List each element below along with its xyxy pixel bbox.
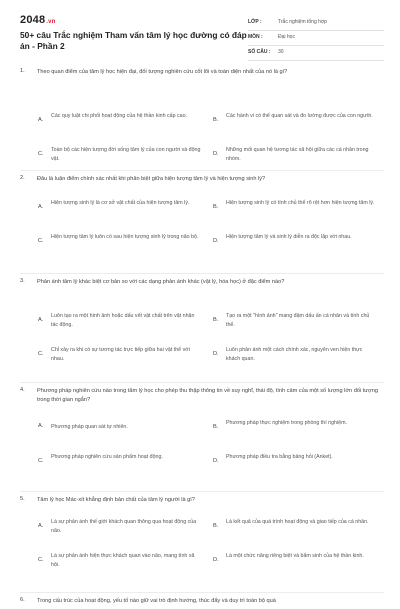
page-header [20, 14, 384, 60]
option-text: Các quy luật chi phối hoạt động của hệ thần kinh cấp cao. [51, 113, 188, 119]
question-text: Đâu là luận điểm chính xác nhất khi phân biệt giữa hiện tượng tâm lý và hiện tượng sinh lý? [37, 176, 266, 182]
question-text: Phương pháp nghiên cứu nào trong tâm lý học cho phép thu thập thông tin về suy nghĩ, thái độ, tình cảm của một số lượng lớn đối tượng trong thời gian ngắn? [37, 388, 378, 403]
option-text: Các hành vi có thể quan sát và đo lường được của con người. [226, 113, 373, 119]
option-letter: C. [38, 351, 44, 357]
option-letter: C. [38, 151, 44, 157]
option-letter: C. [38, 238, 44, 244]
question-number: 4. [20, 387, 25, 393]
question-list [20, 68, 384, 609]
meta-row-count [248, 46, 384, 61]
option-text: Toàn bộ các hiện tượng đời sống tâm lý của con người và động vật. [51, 147, 201, 162]
divider [20, 491, 384, 492]
option-letter: B. [213, 204, 219, 210]
exam-meta-table [248, 16, 384, 61]
option-text: Phương pháp thực nghiệm trong phòng thí nghiệm. [226, 420, 347, 426]
meta-label: SỐ CÂU : [248, 49, 271, 55]
option-text: Hiện tượng tâm lý luôn có sau hiện tượng sinh lý trong não bộ. [51, 234, 199, 240]
question-header [20, 387, 384, 415]
meta-value: 30 [278, 49, 284, 55]
option-letter: C. [38, 458, 44, 464]
option-letter: B. [213, 523, 219, 529]
question-item [20, 68, 384, 170]
option-letter: B. [213, 424, 219, 430]
option-text: Tạo ra một "hình ảnh" mang đậm dấu ấn cá nhân và tính chủ thể. [226, 313, 370, 328]
option-letter: C. [38, 557, 44, 563]
question-number: 6. [20, 597, 25, 603]
question-item [20, 175, 384, 273]
option-text: Những mối quan hệ tương tác xã hội giữa các cá nhân trong nhóm. [226, 147, 369, 162]
question-header [20, 175, 384, 189]
option-letter: D. [213, 151, 219, 157]
option-letter: A. [38, 317, 44, 323]
option-letter: A. [38, 423, 44, 429]
meta-row-subject [248, 31, 384, 46]
question-item [20, 278, 384, 382]
option-letter: B. [213, 317, 219, 323]
meta-row-class [248, 16, 384, 31]
option-text: Hiện tượng tâm lý và sinh lý diễn ra độc lập với nhau. [226, 234, 352, 240]
meta-value: Trắc nghiệm tổng hợp [278, 19, 327, 25]
option-text: Phương pháp nghiên cứu sản phẩm hoạt động. [51, 454, 163, 460]
divider [20, 170, 384, 171]
divider [20, 382, 384, 383]
option-letter: D. [213, 458, 219, 464]
meta-value: Đại học [278, 34, 295, 40]
question-number: 2. [20, 175, 25, 181]
question-text: Tâm lý học Mác-xít khẳng định bản chất của tâm lý người là gì? [37, 497, 195, 503]
option-text: Là sự phản ánh thế giới khách quan thông qua hoạt động của não. [51, 519, 197, 534]
option-letter: D. [213, 238, 219, 244]
divider [20, 592, 384, 593]
option-text: Phương pháp điều tra bằng bảng hỏi (Anket). [226, 454, 333, 460]
option-letter: A. [38, 523, 44, 529]
option-letter: B. [213, 117, 219, 123]
logo-suffix: .vn [46, 19, 56, 25]
question-text: Theo quan điểm của tâm lý học hiện đại, đối tượng nghiên cứu cốt lõi và toàn diện nhất của nó là gì? [37, 69, 288, 75]
option-text: Là sự phản ánh hiện thực khách quan vào não, mang tính xã hội. [51, 553, 195, 568]
option-text: Chỉ xảy ra khi có sự tương tác trực tiếp giữa hai vật thể với nhau. [51, 347, 190, 362]
question-text: Phản ánh tâm lý khác biệt cơ bản so với các dạng phản ánh khác (vật lý, hóa học) ở đặc điểm nào? [37, 279, 285, 285]
option-text: Hiện tượng sinh lý là cơ sở vật chất của hiện tượng tâm lý. [51, 200, 190, 206]
question-header [20, 496, 384, 510]
question-number: 5. [20, 496, 25, 502]
meta-label: MÔN : [248, 34, 263, 40]
question-number: 3. [20, 278, 25, 284]
divider [20, 273, 384, 274]
question-item [20, 496, 384, 592]
question-header [20, 278, 384, 306]
option-text: Luôn tạo ra một hình ảnh hoặc dấu vết vật chất trên vật nhận tác động. [51, 313, 195, 328]
question-item [20, 597, 384, 609]
question-number: 1. [20, 68, 25, 74]
option-letter: D. [213, 557, 219, 563]
question-header [20, 597, 384, 606]
site-logo[interactable] [20, 14, 56, 26]
option-text: Phương pháp quan sát tự nhiên. [51, 424, 128, 430]
option-letter: A. [38, 117, 44, 123]
option-letter: A. [38, 204, 44, 210]
option-letter: D. [213, 351, 219, 357]
question-item [20, 387, 384, 491]
option-text: Là một chức năng riêng biệt và bẩm sinh của hệ thần kinh. [226, 553, 364, 559]
question-header [20, 68, 384, 96]
option-text: Là kết quả của quá trình hoạt động và giao tiếp của cá nhân. [226, 519, 369, 525]
option-text: Hiện tượng sinh lý có tính chủ thể rõ rệt hơn hiện tượng tâm lý. [226, 200, 375, 206]
logo-text: 2048 [20, 14, 46, 26]
question-text: Trong cấu trúc của hoạt động, yếu tố nào giữ vai trò định hướng, thúc đẩy và duy trì toàn bộ quá [37, 598, 276, 604]
page-title: 50+ câu Trắc nghiệm Tham vấn tâm lý học đường có đáp án - Phần 2 [20, 30, 247, 51]
option-text: Luôn phản ánh một cách chính xác, nguyên ven hiện thực khách quan. [226, 347, 363, 362]
meta-label: LỚP : [248, 19, 262, 25]
